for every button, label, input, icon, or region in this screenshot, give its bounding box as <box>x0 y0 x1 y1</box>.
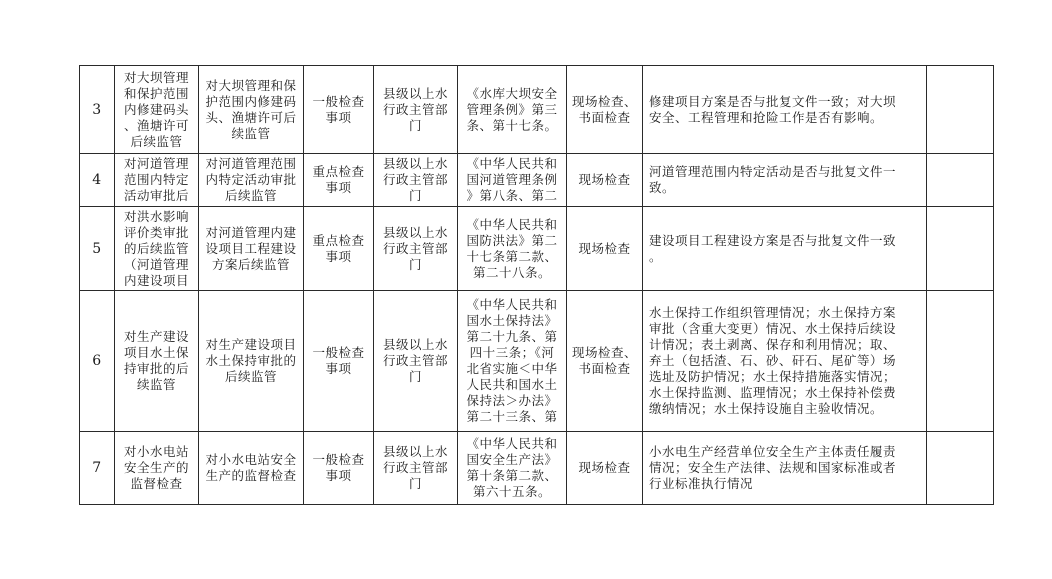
table-row <box>80 207 994 291</box>
item-category: 一般检查 事项 <box>304 66 374 154</box>
inspection-subject: 县级以上水 行政主管部 门 <box>374 154 458 207</box>
inspection-method: 现场检查、 书面检查 <box>567 66 643 154</box>
inspection-requirement: 建设项目工程建设方案是否与批复文件一致 。 <box>643 207 927 291</box>
item-category: 重点检查 事项 <box>304 207 374 291</box>
legal-basis: 《中华人民共和 国河道管理条例 》第八条、第二 <box>458 154 567 207</box>
item-category: 重点检查 事项 <box>304 154 374 207</box>
row-number: 5 <box>80 207 115 291</box>
item-name: 对大坝管理 和保护范围 内修建码头 、渔塘许可 后续监管 <box>115 66 199 154</box>
item-content: 对大坝管理和保 护范围内修建码 头、渔塘许可后 续监管 <box>199 66 304 154</box>
remark <box>927 432 994 505</box>
table-row <box>80 432 994 505</box>
inspection-requirement: 修建项目方案是否与批复文件一致；对大坝 安全、工程管理和抢险工作是否有影响。 <box>643 66 927 154</box>
inspection-subject: 县级以上水 行政主管部 门 <box>374 207 458 291</box>
table-row <box>80 66 994 154</box>
inspection-items-table <box>79 65 994 505</box>
legal-basis: 《中华人民共和 国安全生产法》 第十条第二款、 第六十五条。 <box>458 432 567 505</box>
row-number: 6 <box>80 291 115 432</box>
inspection-subject: 县级以上水 行政主管部 门 <box>374 66 458 154</box>
inspection-method: 现场检查 <box>567 154 643 207</box>
legal-basis: 《水库大坝安全 管理条例》第三 条、第十七条。 <box>458 66 567 154</box>
remark <box>927 291 994 432</box>
item-name: 对洪水影响 评价类审批 的后续监管 （河道管理 内建设项目 <box>115 207 199 291</box>
table-row <box>80 291 994 432</box>
legal-basis: 《中华人民共和 国水土保持法》 第二十九条、第 四十三条；《河 北省实施＜中华 人民共和国水土 保持法＞办法》 第二十三条、第 <box>458 291 567 432</box>
inspection-method: 现场检查 <box>567 432 643 505</box>
legal-basis: 《中华人民共和 国防洪法》第二 十七条第二款、 第二十八条。 <box>458 207 567 291</box>
inspection-requirement: 小水电生产经营单位安全生产主体责任履责 情况；安全生产法律、法规和国家标准或者 行业标准执行情况 <box>643 432 927 505</box>
item-category: 一般检查 事项 <box>304 432 374 505</box>
inspection-requirement: 水土保持工作组织管理情况；水土保持方案 审批（含重大变更）情况、水土保持后续设 计情况；表土剥离、保存和利用情况；取、 弃土（包括渣、石、砂、矸石、尾矿等）场 选址及防护情况；水土保持措施落实情况； 水土保持监测、监理情况；水土保持补偿费 缴纳情况；水土保持设施自主验收情况。 <box>643 291 927 432</box>
inspection-requirement: 河道管理范围内特定活动是否与批复文件一 致。 <box>643 154 927 207</box>
remark <box>927 207 994 291</box>
item-content: 对河道管理范围 内特定活动审批 后续监管 <box>199 154 304 207</box>
table-row <box>80 154 994 207</box>
inspection-subject: 县级以上水 行政主管部 门 <box>374 432 458 505</box>
inspection-subject: 县级以上水 行政主管部 门 <box>374 291 458 432</box>
item-category: 一般检查 事项 <box>304 291 374 432</box>
item-content: 对河道管理内建 设项目工程建设 方案后续监管 <box>199 207 304 291</box>
row-number: 3 <box>80 66 115 154</box>
inspection-method: 现场检查、 书面检查 <box>567 291 643 432</box>
item-name: 对河道管理 范围内特定 活动审批后 <box>115 154 199 207</box>
row-number: 4 <box>80 154 115 207</box>
item-name: 对小水电站 安全生产的 监督检查 <box>115 432 199 505</box>
item-content: 对小水电站安全 生产的监督检查 <box>199 432 304 505</box>
inspection-method: 现场检查 <box>567 207 643 291</box>
row-number: 7 <box>80 432 115 505</box>
item-name: 对生产建设 项目水土保 持审批的后 续监管 <box>115 291 199 432</box>
remark <box>927 154 994 207</box>
item-content: 对生产建设项目 水土保持审批的 后续监管 <box>199 291 304 432</box>
remark <box>927 66 994 154</box>
